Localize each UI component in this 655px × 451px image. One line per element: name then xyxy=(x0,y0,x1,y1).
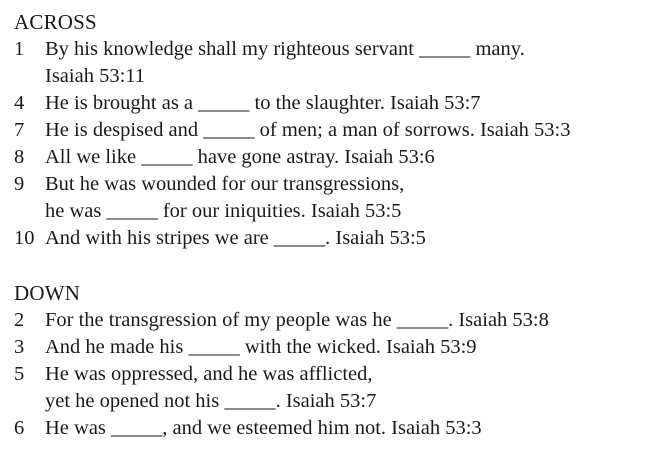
clue-text xyxy=(45,36,649,90)
across-clue-9 xyxy=(14,171,649,225)
clue-number: 3 xyxy=(14,336,25,358)
clue-line: Isaiah 53:11 xyxy=(45,65,146,87)
clue-line: But he was wounded for our transgressions, xyxy=(45,173,405,195)
clue-number: 8 xyxy=(14,146,25,168)
clue-text xyxy=(45,117,649,144)
clue-number: 1 xyxy=(14,38,25,60)
clue-text xyxy=(45,144,649,171)
clue-text xyxy=(45,334,649,361)
across-heading: ACROSS xyxy=(14,10,97,34)
clue-text xyxy=(45,307,649,334)
clue-line: And with his stripes we are _____. Isaiah 53:5 xyxy=(45,227,426,249)
down-clue-6 xyxy=(14,415,649,442)
clue-line: By his knowledge shall my righteous servant _____ many. xyxy=(45,38,525,60)
clue-number: 10 xyxy=(14,227,35,249)
clue-text xyxy=(45,415,649,442)
across-clue-4 xyxy=(14,90,649,117)
clue-line: He is brought as a _____ to the slaughter. Isaiah 53:7 xyxy=(45,92,481,114)
clue-line: And he made his _____ with the wicked. Isaiah 53:9 xyxy=(45,336,477,358)
across-clue-10 xyxy=(14,225,649,252)
crossword-clues xyxy=(14,9,649,442)
clue-text xyxy=(45,361,649,415)
clue-line: He was oppressed, and he was afflicted, xyxy=(45,363,373,385)
clue-number: 2 xyxy=(14,309,25,331)
clue-number: 6 xyxy=(14,417,25,439)
down-clue-3 xyxy=(14,334,649,361)
across-clue-7 xyxy=(14,117,649,144)
clue-text xyxy=(45,171,649,225)
clue-number: 7 xyxy=(14,119,25,141)
clue-line: yet he opened not his _____. Isaiah 53:7 xyxy=(45,390,377,412)
clue-line: All we like _____ have gone astray. Isaiah 53:6 xyxy=(45,146,435,168)
clue-number: 9 xyxy=(14,173,25,195)
clue-line: He is despised and _____ of men; a man of sorrows. Isaiah 53:3 xyxy=(45,119,571,141)
clue-number: 4 xyxy=(14,92,25,114)
down-heading: DOWN xyxy=(14,281,81,305)
down-clue-5 xyxy=(14,361,649,415)
clue-text xyxy=(45,225,649,252)
clue-line: For the transgression of my people was he _____. Isaiah 53:8 xyxy=(45,309,549,331)
clue-line: he was _____ for our iniquities. Isaiah 53:5 xyxy=(45,200,402,222)
across-clue-8 xyxy=(14,144,649,171)
clue-number: 5 xyxy=(14,363,25,385)
down-clue-2 xyxy=(14,307,649,334)
clue-text xyxy=(45,90,649,117)
clue-line: He was _____, and we esteemed him not. Isaiah 53:3 xyxy=(45,417,482,439)
section-spacer xyxy=(14,252,649,280)
across-clue-1 xyxy=(14,36,649,90)
